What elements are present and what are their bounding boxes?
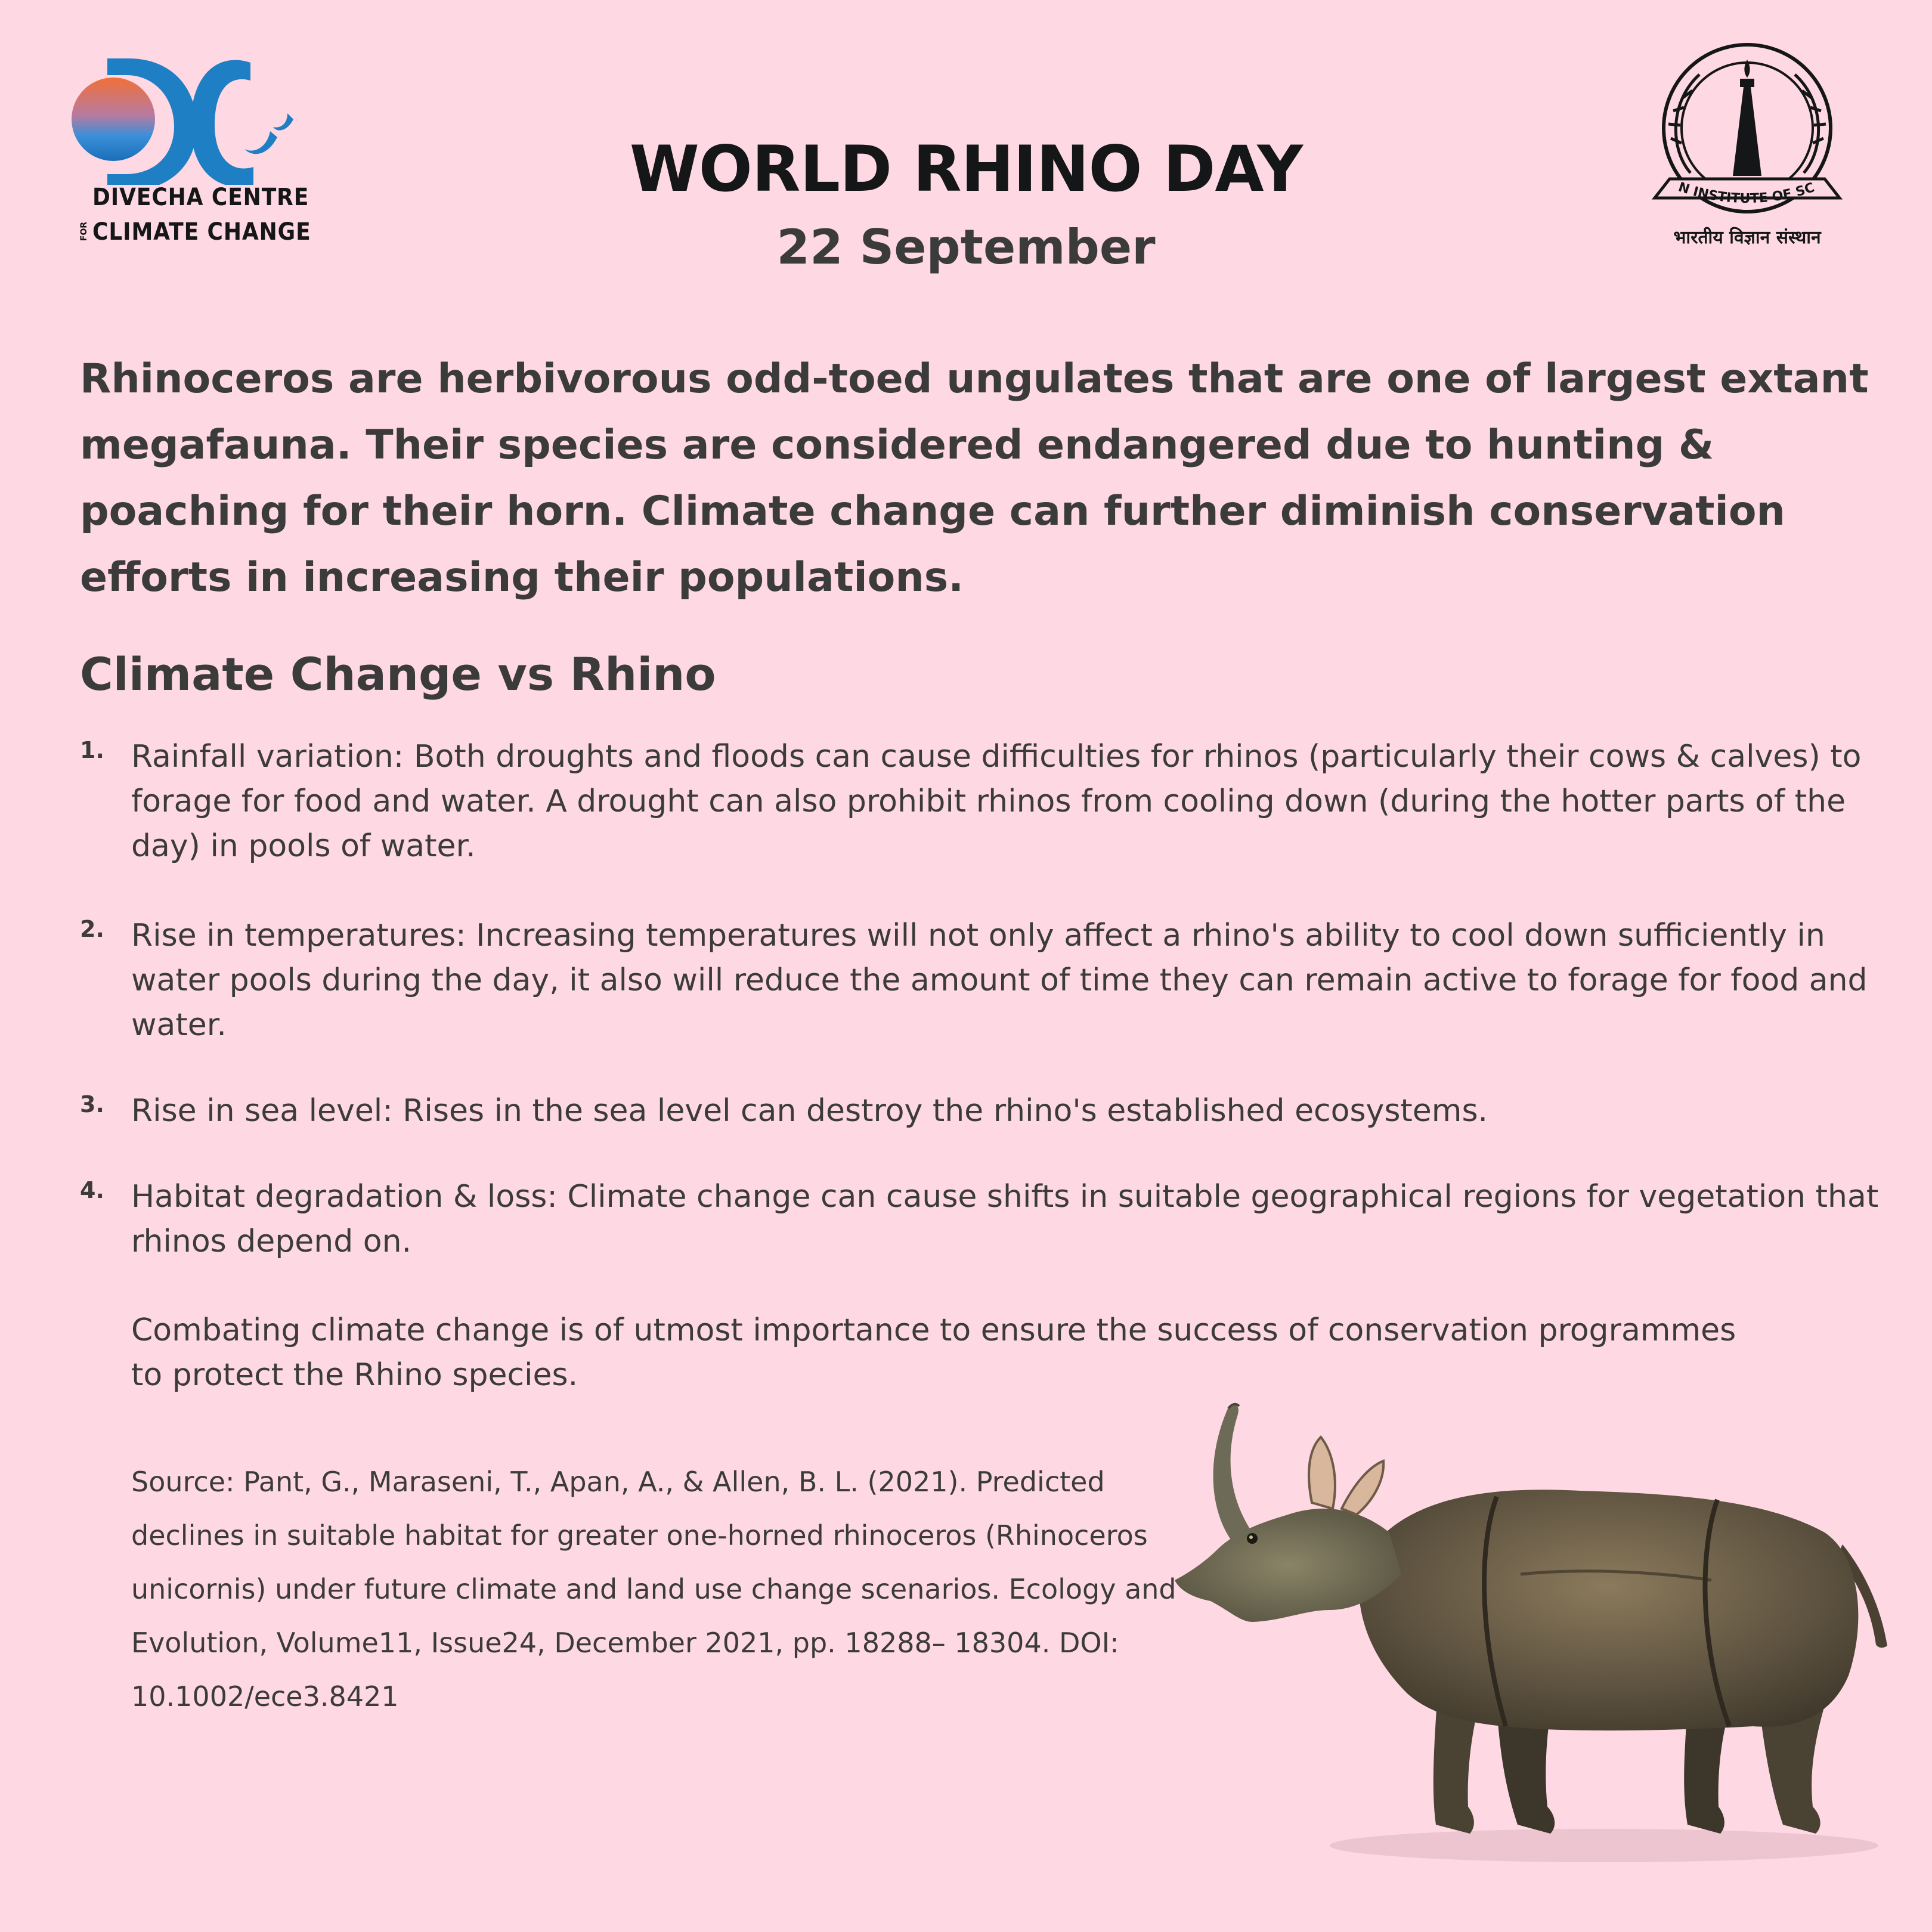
list-item-text: Rainfall variation: Both droughts and floods can cause difficulties for rhinos (particularly their cows & calves) to forage for food and water. A drought can also prohibit rhinos from cooling down (during the hotter parts of the day) in pools of water. <box>131 739 1862 864</box>
closing-paragraph: Combating climate change is of utmost importance to ensure the success of conservation programmes to protect the Rhino species. <box>131 1312 1736 1393</box>
logo-text-line2: CLIMATE CHANGE <box>92 218 311 246</box>
list-item-number: 2. <box>80 916 104 942</box>
emblem-hindi-text: भारतीय विज्ञान संस्थान <box>1673 227 1821 248</box>
page-title: WORLD RHINO DAY <box>629 132 1303 206</box>
list-item-text: Habitat degradation & loss: Climate change can cause shifts in suitable geographical regions for vegetation that rhinos depend on. <box>131 1179 1879 1259</box>
page-subtitle: 22 September <box>776 219 1156 275</box>
list-item-number: 1. <box>80 737 104 763</box>
list-item-number: 4. <box>80 1177 104 1203</box>
intro-paragraph: Rhinoceros are herbivorous odd-toed ungulates that are one of largest extant megafauna. Their species are considered endangered due to hunting & poaching for their horn. Climate change can further diminish conservation efforts in increasing their populations. <box>80 355 1869 601</box>
list-item-number: 3. <box>80 1091 104 1117</box>
list-item-text: Rise in temperatures: Increasing temperatures will not only affect a rhino's ability to cool down sufficiently in water pools during the day, it also will reduce the amount of time they can remain active to forage for food and water. <box>131 918 1868 1043</box>
rhino-icon <box>1163 1395 1908 1872</box>
list-item-text: Rise in sea level: Rises in the sea level can destroy the rhino's established ecosystems. <box>131 1093 1488 1129</box>
logo-text-line1: DIVECHA CENTRE <box>92 184 309 211</box>
section-heading: Climate Change vs Rhino <box>80 648 716 701</box>
emblem-ring-text: N INSTITUTE OF SC <box>1676 179 1817 207</box>
logo-text-prefix: FOR <box>79 222 89 242</box>
rhinoceros-illustration <box>1163 1395 1908 1875</box>
source-citation: Source: Pant, G., Maraseni, T., Apan, A., & Allen, B. L. (2021). Predicted declines in suitable habitat for greater one-horned rhinoceros (Rhinoceros unicornis) under future climate and land use change scenarios. Ecology and Evolution, Volume11, Issue24, December 2021, pp. 18288– 18304. DOI: 10.1002/ece3.8421 <box>131 1466 1176 1713</box>
